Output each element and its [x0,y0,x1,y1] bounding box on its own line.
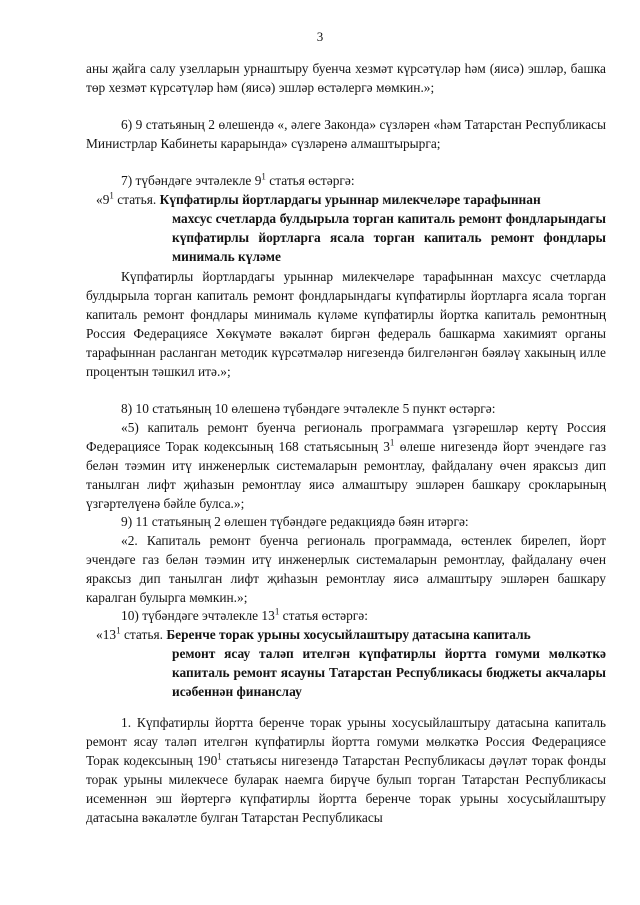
paragraph-item-8-text [86,418,606,513]
item-8-text-post: өлеше нигезендә йорт эчендәге газ белән тәэмин итү инженерлык системаларын ремонтлау, файдалану өчен яраксыз дип танылган лифт җиһазын ремонтлау яисә алмаштыру эшләрен башкару срокларының үзгәртелүенә бәйле булса.»; [86,439,606,511]
item-10-text: 10) түбәндәге эчтәлекле 13 [121,608,275,623]
paragraph-item-6: 6) 9 статьяның 2 өлешендә «, әлеге Законда» сүзләрен «һәм Татарстан Республикасы Министрлар Кабинеты карарында» сүзләренә алмаштырырга; [86,117,606,151]
paragraph-article-body: Күпфатирлы йортлардагы урыннар милекчеләре тарафыннан махсус счетларда булдырыла торган капиталь ремонт фондларындагы күпфатирлы йортларга ясала торган капиталь ремонт фондлары минималь күләме күпфатирлы йортка капиталь ремонтның Россия Федерациясе Хөкүмәте вәкаләт биргән федераль башкарма хакимият органы тарафыннан расланган методик күрсәтмәләр нигезендә билгеләнгән бәяләү хакының илле процентын тәшкил итә.»; [86,269,606,379]
part-1-sup: 1 [217,751,222,762]
page-number: 3 [316,29,324,44]
article-number-post: статья. [113,192,157,207]
item-8-sup: 1 [389,437,395,448]
article-number [96,627,163,642]
article-number-post: статья. [120,627,163,642]
article-heading-13-1 [96,625,606,701]
article-number-sup: 1 [116,625,121,636]
paragraph-continuation: аны җайга салу узелларын урнаштыру буенча хезмәт күрсәтүләр һәм (яисә) эшләр, башка төр хезмәт күрсәтүләр һәм (яисә) эшләр өстәлергә мөмкин.»; [86,61,606,95]
item-10-text-post: статья өстәргә: [279,608,368,623]
article-title-line1: Күпфатирлы йортлардагы урыннар милекчеләре тарафыннан [156,192,541,207]
article-number [96,192,156,207]
paragraph-item-8: 8) 10 статьяның 10 өлешенә түбәндәге эчтәлекле 5 пункт өстәргә: [121,401,496,416]
item-8-text: «5) капиталь ремонт буенча региональ программага үзгәрешләр кертү Россия Федерациясе Торак кодексының 168 статьясының 3 [86,420,606,454]
item-7-sup: 1 [261,171,266,182]
article-number-text: «13 [96,627,117,642]
part-1-text: 1. Күпфатирлы йортта беренче торак урыны хосусыйлаштыру датасына капиталь ремонт ясау таләп ителгән күпфатирлы йортта гомуми мөлкәткә Россия Федерациясе Торак кодексының 190 [86,715,606,768]
article-number-text: «9 [96,192,110,207]
item-7-text: 7) түбәндәге эчтәлекле 9 [121,173,262,188]
item-7-text-post: статья өстәргә: [265,173,355,188]
paragraph-item-10 [121,606,606,625]
part-1-text-post: статьясы нигезендә Татарстан Республикасы дәүләт торак фонды торак урыны милекчесе буларак наемга бирүче булып торган Татарстан Республикасы исеменнән эш йөртергә күпфатирлы йортта беренче торак урыны хосусыйлаштыру датасына вәкаләтле булган Татарстан Республикасы [86,753,606,825]
paragraph-item-9-text: «2. Капиталь ремонт буенча региональ программада, өстенлек бирелеп, йорт эчендәге газ белән тәэмин итү инженерлык системаларын ремонтлау, файдалану өчен яраксыз дип танылган лифт җиһазын ремонтлау яисә алмаштыру эшләрен башкару каралган булырга мөмкин.»; [86,533,606,605]
paragraph-article-13-1-part-1 [86,713,606,827]
paragraph-item-9: 9) 11 статьяның 2 өлешен түбәндәге редакциядә бәян итәргә: [121,514,469,529]
article-title-line1: Беренче торак урыны хосусыйлаштыру датасына капиталь [162,627,531,642]
paragraph-item-7 [121,171,606,190]
article-title-rest: махсус счетларда булдырыла торган капиталь ремонт фондларындагы күпфатирлы йортларга ясала торган капиталь ремонт фондлары минималь күләме [172,211,606,264]
article-number-sup: 1 [109,190,114,201]
article-heading-9-1 [96,190,606,266]
article-title-rest: ремонт ясау таләп ителгән күпфатирлы йортта гомуми мөлкәткә капиталь ремонт ясауны Татарстан Республикасы бюджеты акчалары исәбеннән финанслау [172,646,606,699]
item-10-sup: 1 [274,606,280,617]
